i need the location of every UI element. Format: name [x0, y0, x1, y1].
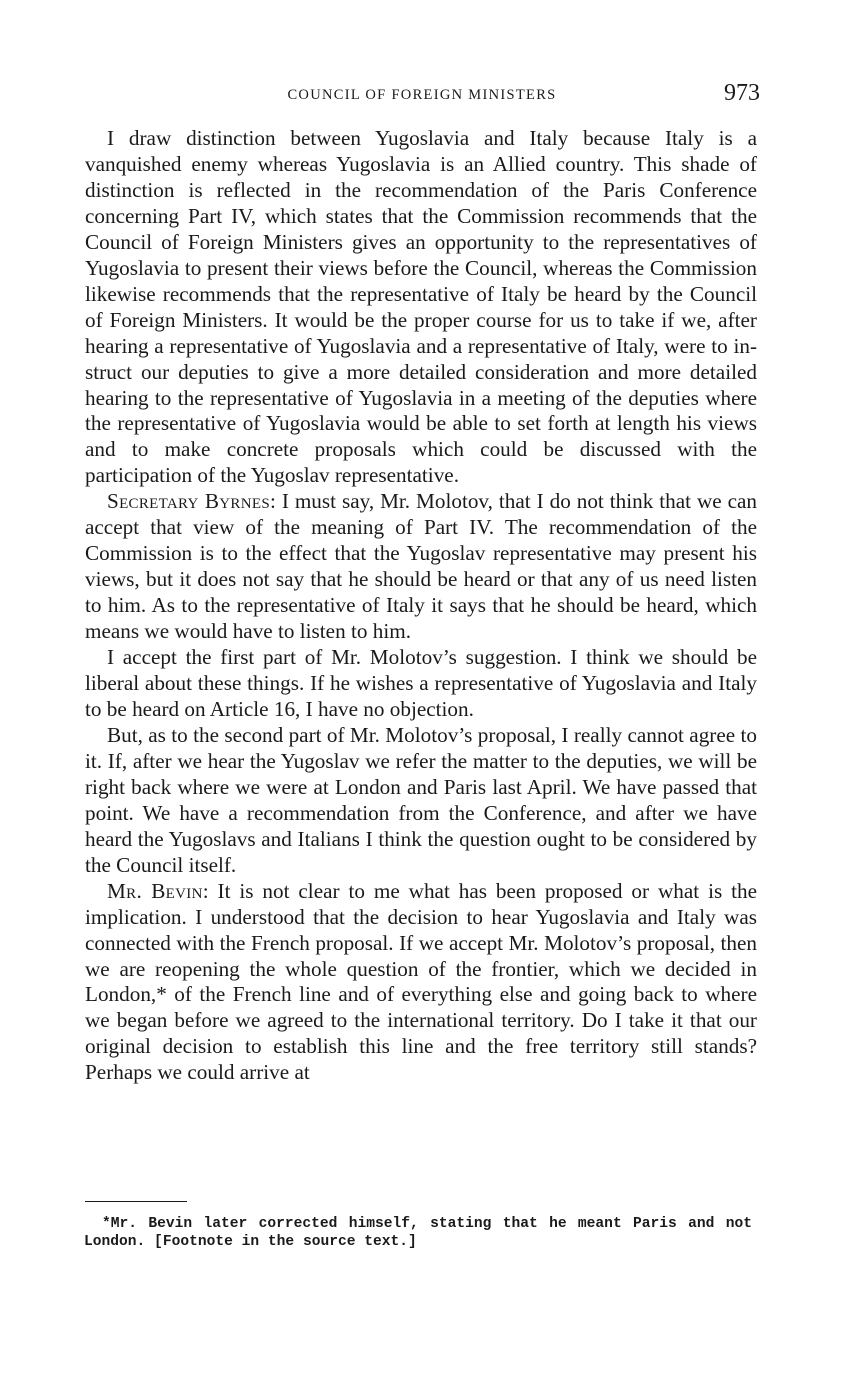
speaker-name: Mr. Bevin — [107, 878, 203, 903]
footnote: *Mr. Bevin later corrected himself, stating that he meant Paris and not London. [Footnote in the source text.] — [84, 1216, 752, 1250]
paragraph-text: : It is not clear to me what has been proposed or what is the implication. I understood that the decision to hear Yugoslavia and Italy was connected with the French proposal. If we accept Mr. Molotov’s proposal, then we are reopening the whole question of the frontier, which we decided in London,* of the French line and of everything else and going back to where we began before we agreed to the international territory. Do I take it that our original decision to establish this line and the free territory still stands? Perhaps we could arrive at — [85, 878, 757, 1085]
paragraph-byrnes-reply — [85, 489, 757, 645]
main-text — [85, 126, 757, 1086]
footnote-divider — [85, 1201, 187, 1202]
speaker-name: Secretary Byrnes — [107, 489, 270, 514]
paragraph-text: : I must say, Mr. Molotov, that I do not think that we can accept that view of the meaning of Part IV. The recommendation of the Commission is to the effect that the Yugoslav representative may present his views, but it does not say that he should be heard or that any of us need listen to him. As to the representative of Italy it says that he should be heard, which means we would have to listen to him. — [85, 489, 758, 644]
running-title: COUNCIL OF FOREIGN MINISTERS — [287, 87, 557, 103]
paragraph-byrnes-accept: I accept the first part of Mr. Molotov’s suggestion. I think we should be liberal about these things. If he wishes a representative of Yugoslavia and Italy to be heard on Article 16, I have no objection. — [85, 645, 757, 721]
page-number: 973 — [724, 80, 760, 106]
paragraph-molotov-statement: I draw distinction between Yugoslavia and Italy because Italy is a vanquished enemy whereas Yugoslavia is an Allied country. This shade of distinction is reflected in the recommendation of the Paris Conference concerning Part IV, which states that the Commission recommends that the Council of Foreign Ministers gives an opportunity to the representatives of Yugoslavia to present their views before the Council, whereas the Commission likewise recommends that the representative of Italy be heard by the Council of Foreign Ministers. It would be the proper course for us to take if we, after hearing a representative of Yugoslavia and a representative of Italy, were to instruct our deputies to give a more detailed consideration and more detailed hearing to the representative of Yugoslavia in a meeting of the deputies where the representative of Yugoslavia would be able to set forth at length his views and to make concrete proposals which could be discussed with the participation of the Yugoslav representative. — [85, 126, 757, 488]
paragraph-bevin-statement — [85, 879, 757, 1087]
running-header — [84, 80, 760, 110]
paragraph-byrnes-objection: But, as to the second part of Mr. Molotov’s proposal, I really cannot agree to it. If, after we hear the Yugoslav we refer the matter to the deputies, we will be right back where we were at London and Paris last April. We have passed that point. We have a recommendation from the Conference, and after we have heard the Yugoslavs and Italians I think the question ought to be considered by the Council itself. — [85, 722, 757, 877]
